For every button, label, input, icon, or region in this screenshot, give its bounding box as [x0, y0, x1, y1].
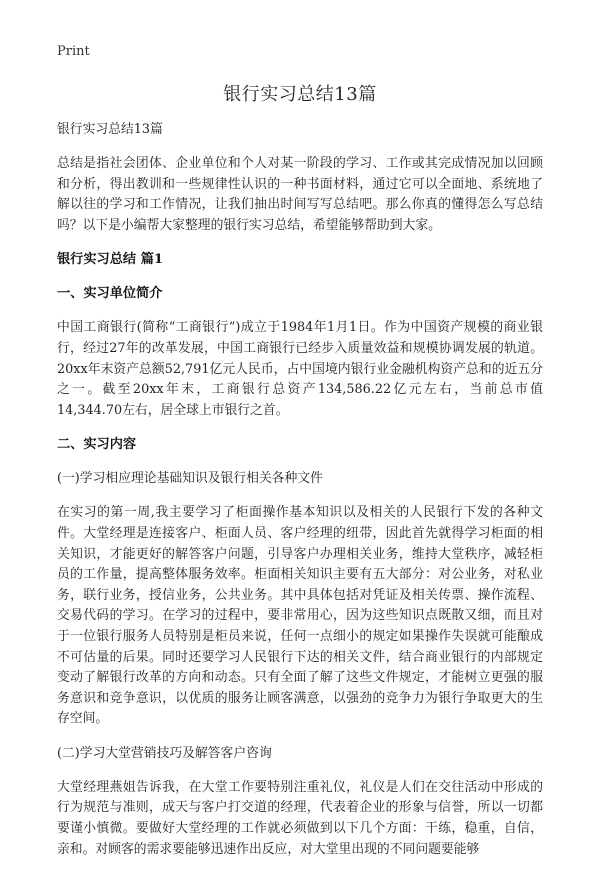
print-link[interactable]: Print: [57, 44, 90, 59]
document-subtitle: 银行实习总结13篇: [57, 122, 163, 137]
section-heading: 银行实习总结 篇1: [57, 252, 164, 268]
document-body: [57, 120, 543, 874]
sub1-paragraph: 在实习的第一周,我主要学习了柜面操作基本知识以及相关的人民银行下发的各种文件。大堂经理是连接客户、柜面人员、客户经理的纽带，因此首先就得学习柜面的相关知识，才能更好的解答客户问题，引导客户办理相关业务，维持大堂秩序，减轻柜员的工作量，提高整体服务效率。柜面相关知识主要有五大部分：对公业务，对私业务，联行业务，授信业务，公共业务。其中具体包括对凭证及相关传票、操作流程、交易代码的学习。在学习的过程中，要非常用心，因为这些知识点既散又细，而且对于一位银行服务人员特别是柜员来说，任何一点细小的规定如果操作失误就可能酿成不可估量的后果。同时还要学习人民银行下达的相关文件，结合商业银行的内部规定变动了解银行改革的方向和动态。只有全面了解了这些文件规定，才能树立更强的服务意识和竞争意识，以优质的服务让顾客满意，以强劲的竞争力为银行争取更大的生存空间。: [57, 505, 543, 727]
part1-paragraph: 中国工商银行(简称“工商银行”)成立于1984年1月1日。作为中国资产规模的商业银行，经过27年的改革发展，中国工商银行已经步入质量效益和规模协调发展的轨道。20xx年末资产总额52,791亿元人民币，占中国境内银行业金融机构资产总和的近五分之一。截至20xx年末，工商银行总资产134,586.22亿元左右，当前总市值14,344.70左右，居全球上市银行之首。: [57, 320, 543, 418]
sub1-heading: (一)学习相应理论基础知识及银行相关各种文件: [57, 471, 323, 487]
part1-heading: 一、实习单位简介: [57, 286, 163, 302]
document-title: 银行实习总结13篇: [223, 84, 377, 105]
part2-heading: 二、实习内容: [57, 437, 137, 453]
sub2-heading: (二)学习大堂营销技巧及解答客户咨询: [57, 745, 272, 761]
intro-paragraph: 总结是指社会团体、企业单位和个人对某一阶段的学习、工作或其完成情况加以回顾和分析，得出教训和一些规律性认识的一种书面材料，通过它可以全面地、系统地了解以往的学习和工作情况，让我们抽出时间写写总结吧。那么你真的懂得怎么写总结吗？以下是小编帮大家整理的银行实习总结，希望能够帮助到大家。: [57, 156, 543, 233]
sub2-paragraph: 大堂经理燕姐告诉我，在大堂工作要特别注重礼仪，礼仪是人们在交往活动中形成的行为规范与准则，成天与客户打交道的经理，代表着企业的形象与信誉，所以一切都要谨小慎微。要做好大堂经理的工作就必须做到以下几个方面：干练，稳重，自信，亲和。对顾客的需求要能够迅速作出反应，对大堂里出现的不同问题要能够: [57, 779, 543, 857]
